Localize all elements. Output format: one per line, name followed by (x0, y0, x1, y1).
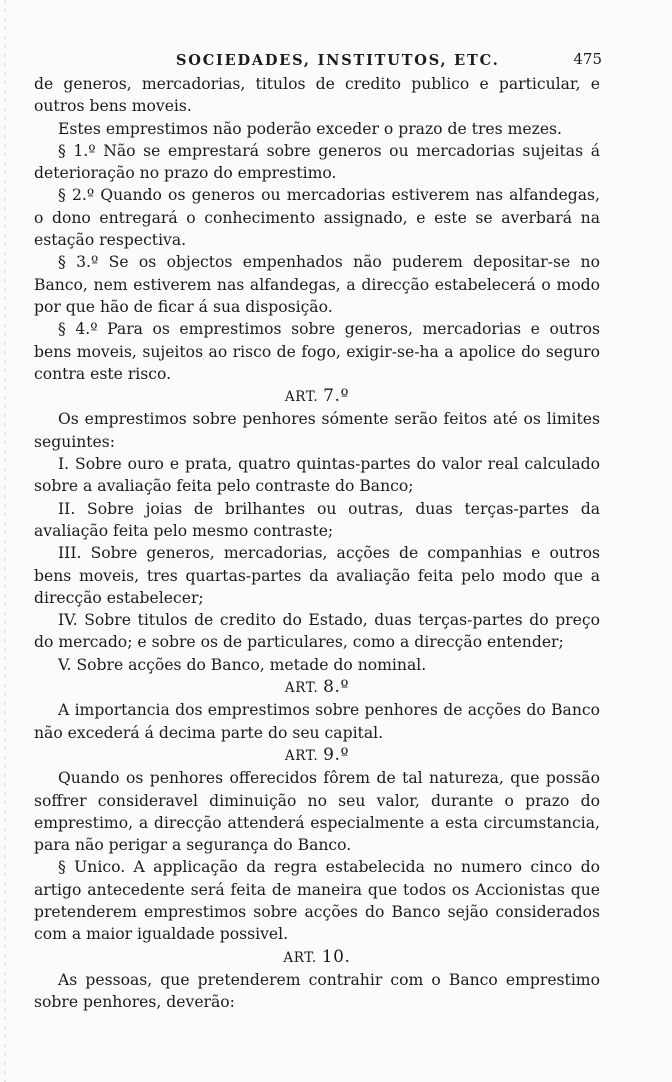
list-item-iv: IV. Sobre titulos de credito do Estado, duas terças-partes do preço do mercado; e sobre os de particulares, como a direcção entender; (34, 611, 600, 652)
paragraph: As pessoas, que pretenderem contrahir com o Banco emprestimo sobre penhores, deverão: (34, 970, 600, 1012)
article-number: 10. (321, 946, 351, 967)
article-label: ART. (283, 949, 317, 966)
article-label: ART. (284, 389, 319, 406)
article-label: ART. (284, 747, 319, 764)
paragraph-section-4: § 4.º Para os emprestimos sobre generos, mercadorias e outros bens moveis, sujeitos ao risco de fogo, exigir-se-ha a apolice do seguro contra este risco. (34, 320, 600, 383)
running-title: SOCIEDADES, INSTITUTOS, ETC. (176, 52, 500, 69)
body-text (34, 73, 600, 1013)
paragraph: de generos, mercadorias, titulos de credito publico e particular, e outros bens moveis. (34, 75, 600, 116)
list-item-ii: II. Sobre joias de brilhantes ou outras, duas terças-partes da avaliação feita pelo mesmo contraste; (34, 499, 600, 540)
paragraph-section-unico: § Unico. A applicação da regra estabelecida no numero cinco do artigo antecedente será feita de maneira que todos os Accionistas que pretenderem emprestimos sobre acções do Banco sejão considerados com a maior igualdade possivel. (34, 858, 600, 944)
paragraph: Quando os penhores offerecidos fôrem de tal natureza, que possão soffrer consideravel diminuição no seu valor, durante o prazo do emprestimo, a direcção attenderá especialmente a esta circumstancia, para não perigar a segurança do Banco. (34, 769, 600, 855)
page-number: 475 (573, 50, 602, 68)
paragraph-section-3: § 3.º Se os objectos empenhados não puderem depositar-se no Banco, nem estiverem nas alfandegas, a direcção estabelecerá o modo por que hão de ficar á sua disposição. (34, 253, 600, 316)
article-number: 7.º (323, 386, 350, 407)
article-heading-8 (34, 676, 600, 699)
paragraph: Estes emprestimos não poderão exceder o prazo de tres mezes. (58, 119, 563, 138)
article-heading-7 (34, 385, 600, 408)
article-heading-9 (34, 744, 600, 767)
page-header (34, 50, 602, 74)
list-item-v: V. Sobre acções do Banco, metade do nominal. (58, 655, 427, 674)
paragraph-section-2: § 2.º Quando os generos ou mercadorias estiverem nas alfandegas, o dono entregará o conhecimento assignado, e este se averbará na estação respectiva. (34, 186, 600, 250)
article-label: ART. (284, 680, 319, 697)
paragraph-section-1: § 1.º Não se emprestará sobre generos ou mercadorias sujeitas á deterioração no prazo do emprestimo. (34, 141, 600, 183)
list-item-i: I. Sobre ouro e prata, quatro quintas-partes do valor real calculado sobre a avaliação feita pelo contraste do Banco; (34, 455, 600, 496)
article-heading-10 (34, 946, 600, 969)
page-edge-perforation (4, 0, 6, 1082)
article-number: 8.º (323, 677, 350, 698)
list-item-iii: III. Sobre generos, mercadorias, acções de companhias e outros bens moveis, tres quartas-partes da avaliação feita pelo modo que a direcção estabelecer; (34, 544, 600, 607)
article-number: 9.º (323, 744, 350, 765)
paragraph: Os emprestimos sobre penhores sómente serão feitos até os limites seguintes: (34, 410, 600, 451)
paragraph: A importancia dos emprestimos sobre penhores de acções do Banco não excederá á decima parte do seu capital. (34, 701, 600, 742)
